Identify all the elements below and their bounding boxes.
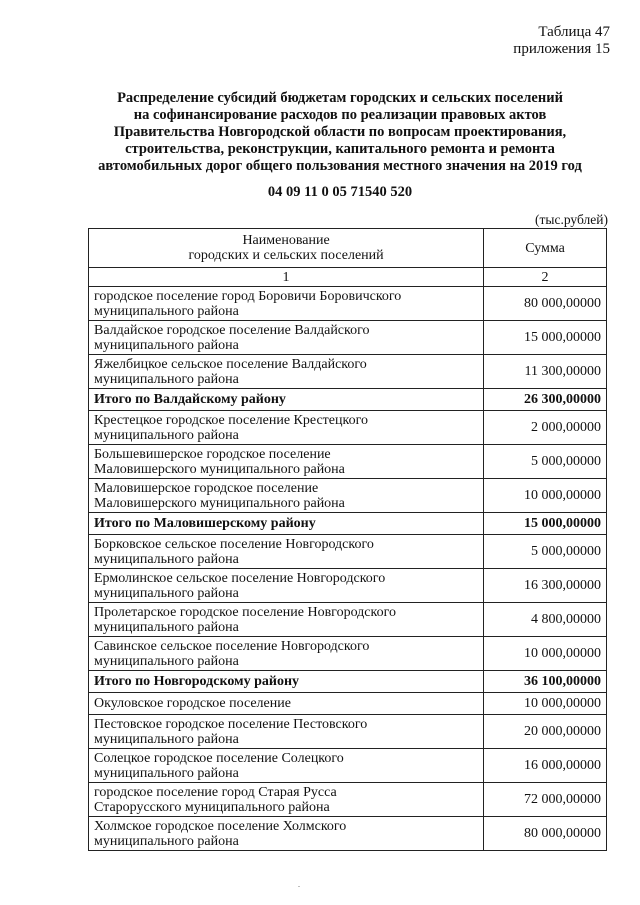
settlement-name [89,783,484,817]
document-header [513,24,610,58]
settlement-name-line: Маловишерского муниципального района [94,495,345,511]
document-title [60,90,620,175]
table-row [89,445,607,479]
row-sum: 10 000,00000 [484,693,607,715]
settlement-name [89,749,484,783]
settlement-name-line: городское поселение город Старая Русса [94,784,337,800]
settlement-name-line: Борковское сельское поселение Новгородского [94,536,374,552]
table-row [89,603,607,637]
settlement-name-line: Старорусского муниципального района [94,799,330,815]
row-sum: 10 000,00000 [484,637,607,671]
table-row [89,783,607,817]
column-header-sum: Сумма [484,229,607,268]
table-total-row [89,671,607,693]
column-index-row [89,268,607,287]
column-index: 1 [89,268,484,287]
appendix-reference: приложения 15 [513,41,610,57]
settlement-name [89,603,484,637]
row-sum: 5 000,00000 [484,535,607,569]
page-mark: . [298,880,300,889]
row-sum: 16 000,00000 [484,749,607,783]
row-sum: 15 000,00000 [484,513,607,535]
settlement-name [89,569,484,603]
settlement-name-line: муниципального района [94,653,239,669]
table-row [89,535,607,569]
settlement-name-line: Яжелбицкое сельское поселение Валдайского [94,356,367,372]
settlement-name-line: Холмское городское поселение Холмского [94,818,347,834]
row-sum: 80 000,00000 [484,817,607,851]
table-row [89,569,607,603]
row-sum: 36 100,00000 [484,671,607,693]
column-header-name [89,229,484,268]
settlement-name-line: муниципального района [94,619,239,635]
table-row [89,715,607,749]
settlement-name [89,445,484,479]
settlement-name-line: Окуловское городское поселение [94,696,291,711]
table-row [89,817,607,851]
settlement-name-line: Пролетарское городское поселение Новгородского [94,604,396,620]
settlement-name-line: муниципального района [94,765,239,781]
title-line: Распределение субсидий бюджетам городских и сельских поселений [117,90,563,106]
title-line: строительства, реконструкции, капитального ремонта и ремонта [125,141,555,157]
table-row [89,749,607,783]
row-sum: 15 000,00000 [484,321,607,355]
row-sum: 80 000,00000 [484,287,607,321]
settlement-name-line: муниципального района [94,371,239,387]
table-header-row [89,229,607,268]
row-sum: 72 000,00000 [484,783,607,817]
settlement-name-line: городское поселение город Боровичи Боровичского [94,288,402,304]
total-label: Итого по Новгородскому району [89,671,484,693]
table-row [89,355,607,389]
column-header-name-line: Наименование [242,233,330,248]
table-row [89,321,607,355]
settlement-name-line: Крестецкое городское поселение Крестецкого [94,412,368,428]
settlement-name-line: Маловишерского муниципального района [94,461,345,477]
table-row [89,693,607,715]
settlement-name [89,715,484,749]
settlement-name-line: Большевишерское городское поселение [94,446,331,462]
column-header-name-line: городских и сельских поселений [188,248,384,263]
row-sum: 4 800,00000 [484,603,607,637]
settlement-name [89,535,484,569]
settlement-name-line: Пестовское городское поселение Пестовского [94,716,368,732]
title-line: на софинансирование расходов по реализации правовых актов [133,107,547,123]
settlement-name-line: муниципального района [94,833,239,849]
settlement-name-line: муниципального района [94,427,239,443]
table-total-row [89,389,607,411]
table-row [89,411,607,445]
settlement-name-line: Солецкое городское поселение Солецкого [94,750,344,766]
settlement-name [89,287,484,321]
row-sum: 10 000,00000 [484,479,607,513]
settlement-name-line: муниципального района [94,337,239,353]
row-sum: 26 300,00000 [484,389,607,411]
settlement-name [89,355,484,389]
settlement-name-line: Ермолинское сельское поселение Новгородского [94,570,386,586]
table-reference: Таблица 47 [538,24,610,40]
total-label: Итого по Маловишерскому району [89,513,484,535]
settlement-name [89,817,484,851]
settlement-name-line: Савинское сельское поселение Новгородского [94,638,370,654]
row-sum: 11 300,00000 [484,355,607,389]
settlement-name [89,321,484,355]
table-total-row [89,513,607,535]
settlement-name-line: Маловишерское городское поселение [94,480,319,496]
row-sum: 5 000,00000 [484,445,607,479]
units-label: (тыс.рублей) [535,212,608,227]
table-row [89,637,607,671]
settlement-name-line: муниципального района [94,303,239,319]
settlement-name [89,693,484,715]
table-row [89,479,607,513]
settlement-name-line: Валдайское городское поселение Валдайского [94,322,370,338]
settlement-name-line: муниципального района [94,551,239,567]
row-sum: 2 000,00000 [484,411,607,445]
row-sum: 16 300,00000 [484,569,607,603]
settlement-name [89,411,484,445]
title-line: автомобильных дорог общего пользования местного значения на 2019 год [98,158,582,174]
total-label: Итого по Валдайскому району [89,389,484,411]
table-row [89,287,607,321]
row-sum: 20 000,00000 [484,715,607,749]
title-line: Правительства Новгородской области по вопросам проектирования, [113,124,567,140]
settlement-name-line: муниципального района [94,731,239,747]
column-index: 2 [484,268,607,287]
budget-classification-code: 04 09 11 0 05 71540 520 [267,184,413,200]
table-body [89,287,607,851]
settlement-name [89,479,484,513]
settlement-name-line: муниципального района [94,585,239,601]
subsidies-table [88,228,607,851]
settlement-name [89,637,484,671]
